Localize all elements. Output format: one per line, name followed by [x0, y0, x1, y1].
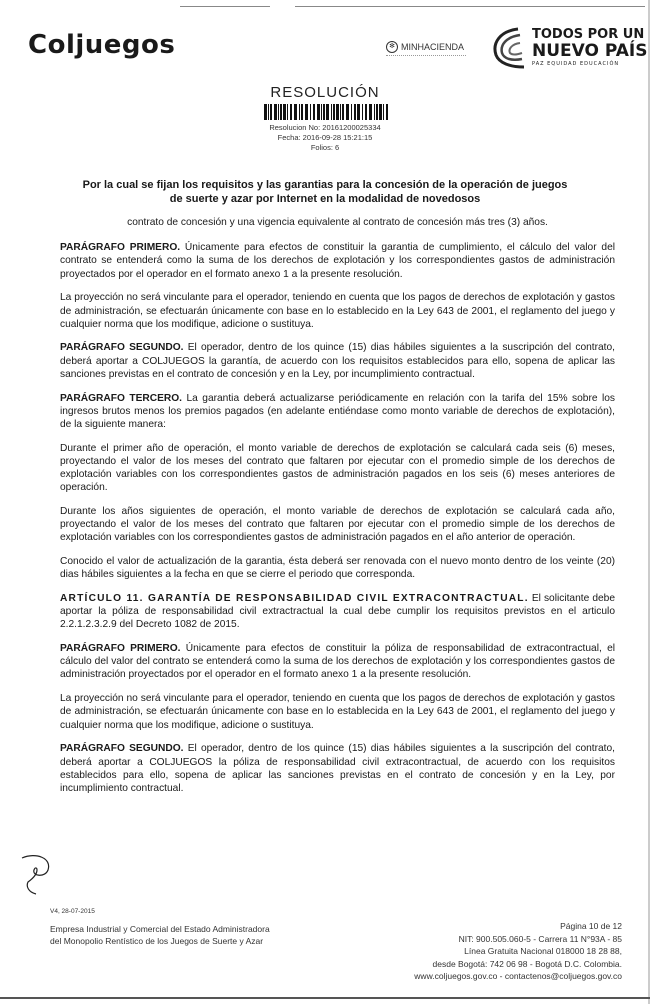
paragraph [60, 392, 615, 432]
paragraph [60, 241, 615, 281]
barcode-bar [354, 104, 356, 120]
barcode-bar [310, 104, 311, 120]
barcode-bar [340, 104, 341, 120]
paragraph-text: Únicamente para efectos de constituir la garantia de cumplimiento, el cálculo del valor del contrato se entenderá como la suma de los derechos de explotación y los correspondientes gastos de administración proyectados por el operador en el formato anexo 1 a la presente resolución. [60, 242, 615, 280]
barcode-bar [362, 104, 363, 120]
paragraph-heading: PARÁGRAFO SEGUNDO. [60, 743, 184, 755]
paragraph-heading: PARÁGRAFO TERCERO. [60, 392, 183, 404]
barcode [264, 104, 388, 120]
barcode-bar [268, 104, 269, 120]
paragraph: contrato de concesión y una vigencia equivalente al contrato de concesión más tres (3) años. [127, 217, 548, 228]
paragraph: Durante el primer año de operación, el monto variable de derechos de explotación se calculará cada seis (6) meses, proyectando el valor de los meses del contrato que faltaren por ejecutar con el promedio simple de los derechos de explotación variables con los correspondientes gastos de administración pagados en los seis (6) meses anteriores de operación. [60, 442, 615, 494]
campaign-line-2: NUEVO PAÍS [532, 41, 648, 61]
barcode-bar [379, 104, 382, 120]
barcode-bar [283, 104, 286, 120]
paragraph: La proyección no será vinculante para el operador, teniendo en cuenta que los pagos de derechos de explotación y gastos de administración, se efectuarán únicamente con base en lo establecido en la Ley 643 de 2001, el reglamento del juego y cualquier norma que los modifique, adicione o sustituya. [60, 292, 615, 330]
footer-entity [50, 923, 270, 947]
document-body [60, 216, 615, 806]
barcode-bar [290, 104, 292, 120]
scan-artifact-line [180, 6, 270, 7]
resolution-folios: Folios: 6 [310, 143, 340, 152]
barcode-bar [287, 104, 288, 120]
version-label: V4, 28-07-2015 [50, 908, 95, 915]
paragraph [60, 341, 615, 381]
barcode-bar [305, 104, 308, 120]
resolution-title: RESOLUCIÓN [270, 84, 380, 101]
barcode-bar [317, 104, 320, 120]
campaign-logo [532, 28, 648, 68]
paragraph: Durante los años siguientes de operación, el monto variable de derechos de explotación se calculará cada año, proyectando el valor de los meses del contrato que faltaren por ejecutar con el promedio simple de los derechos de explotación variables con los correspondientes gastos de administración pagados en el año anterior de operación. [60, 505, 615, 544]
barcode-bar [376, 104, 378, 120]
minhacienda-logo [386, 41, 464, 53]
barcode-bar [351, 104, 352, 120]
paragraph-text: La garantia deberá actualizarse periódicamente en relación con la tarifa del 15% sobre los ingresos brutos menos los premios pagados (en adelante entiéndase como monto variable de derechos de explotación), de la siguiente manera: [60, 392, 615, 430]
page-number: Página 10 de 12 [560, 921, 622, 931]
website-email: www.coljuegos.gov.co - contactenos@coljuegos.gov.co [414, 971, 622, 981]
article-heading: ARTÍCULO 11. GARANTÍA DE RESPONSABILIDAD CIVIL EXTRACONTRACTUAL. [60, 592, 529, 604]
entity-line-2: del Monopolio Rentístico de los Juegos de Suerte y Azar [50, 936, 264, 946]
address: NIT: 900.505.060-5 - Carrera 11 N°93A - 85 [458, 933, 622, 944]
barcode-bar [270, 104, 272, 120]
barcode-bar [369, 104, 372, 120]
barcode-bar [323, 104, 325, 120]
barcode-bar [333, 104, 335, 120]
barcode-bar [386, 104, 388, 120]
barcode-bar [357, 104, 360, 120]
barcode-bar [294, 104, 297, 120]
paragraph [60, 592, 615, 632]
resolution-subject [40, 178, 610, 206]
barcode-bar [326, 104, 329, 120]
ministry-subtitle-line [386, 55, 466, 57]
coat-of-arms-icon: ✻ [386, 41, 398, 53]
subject-line-1: Por la cual se fijan los requisitos y las garantias para la concesión de la operación de juegos [82, 179, 568, 191]
paragraph-text: Únicamente para efectos de constituir la póliza de responsabilidad de extracontractual, el cálculo del valor del contrato se entenderá como la suma de los derechos de explotación y los correspondientes gastos de administración proyectados por el operador en el formato anexo 1 a la presente resolución. [60, 643, 615, 681]
barcode-bar [274, 104, 277, 120]
campaign-swirl-icon [490, 25, 526, 71]
bogota-phone: desde Bogotá: 742 06 98 - Bogotá D.C. Colombia. [432, 958, 622, 969]
barcode-bar [321, 104, 322, 120]
scan-artifact-line [0, 997, 650, 999]
resolution-number: Resolucion No: 20161200025334 [269, 123, 381, 132]
barcode-bar [331, 104, 332, 120]
paragraph [60, 742, 615, 795]
barcode-bar [342, 104, 344, 120]
barcode-bar [278, 104, 279, 120]
ministry-label: MINHACIENDA [401, 42, 465, 52]
footer-contact [414, 920, 622, 983]
barcode-bar [264, 104, 267, 120]
barcode-bar [374, 104, 375, 120]
barcode-bar [346, 104, 349, 120]
paragraph: Conocido el valor de actualización de la garantia, ésta deberá ser renovada con el nuevo monto dentro de los veinte (20) dias hábiles siguientes a la fecha en que se cierre el periodo que corresponda. [60, 556, 615, 581]
barcode-bar [383, 104, 384, 120]
campaign-line-1: TODOS POR UN [532, 27, 645, 42]
entity-line-1: Empresa Industrial y Comercial del Estado Administradora [50, 924, 270, 934]
hotline: Línea Gratuita Nacional 018000 18 28 88, [464, 946, 622, 956]
barcode-bar [301, 104, 303, 120]
paragraph-heading: PARÁGRAFO PRIMERO. [60, 242, 181, 254]
barcode-bar [313, 104, 315, 120]
resolution-meta [0, 123, 650, 153]
campaign-line-3: PAZ EQUIDAD EDUCACIÓN [532, 61, 620, 67]
paragraph-text: El solicitante debe aportar la póliza de responsabilidad civil extractractual la cual debe cumplir los requisitos previstos en el articulo 2.2.1.2.3.2.9 del Decreto 1082 de 2015. [60, 592, 615, 631]
coljuegos-logo: Coljuegos [28, 30, 176, 60]
barcode-bar [365, 104, 367, 120]
subject-line-2: de suerte y azar por Internet en la modalidad de novedosos [169, 193, 481, 205]
paragraph: La proyección no será vinculante para el operador, teniendo en cuenta que los pagos de derechos de explotación y gastos de administración, se efectuarán únicamente con base en lo establecida en la Ley 643 de 2001, el reglamento del juego y cualquier norma que los modifique, adicione o sustituya. [60, 693, 615, 731]
paragraph-heading: PARÁGRAFO SEGUNDO. [60, 342, 184, 354]
barcode-bar [299, 104, 300, 120]
paragraph-text: El operador, dentro de los quince (15) dias hábiles siguientes a la suscripción del contrato, deberá aportar a COLJUEGOS la garantía, de acuerdo con los requisitos establecidos para ello, sopena de aplicar las sanciones previstas en el contrato de concesión y en la Ley, por incumplimiento contractual. [60, 342, 615, 380]
scan-artifact-line [295, 6, 645, 7]
paragraph-heading: PARÁGRAFO PRIMERO. [60, 643, 181, 655]
paragraph-text: El operador, dentro de los quince (15) dias hábiles siguientes a la suscripción del contrato, deberá aportar a COLJUEGOS la póliza de responsabilidad civil extracontractual, de acuerdo con los requisitos establecidos para ello, sopena de aplicar las sanciones previstas en el contrato de concesión y en la Ley, por incumplimiento contractual. [60, 743, 615, 794]
barcode-bar [336, 104, 339, 120]
resolution-date: Fecha: 2016-09-28 15:21:15 [277, 133, 373, 142]
handwritten-arrow-mark [18, 852, 58, 896]
paragraph [60, 642, 615, 682]
barcode-bar [280, 104, 282, 120]
